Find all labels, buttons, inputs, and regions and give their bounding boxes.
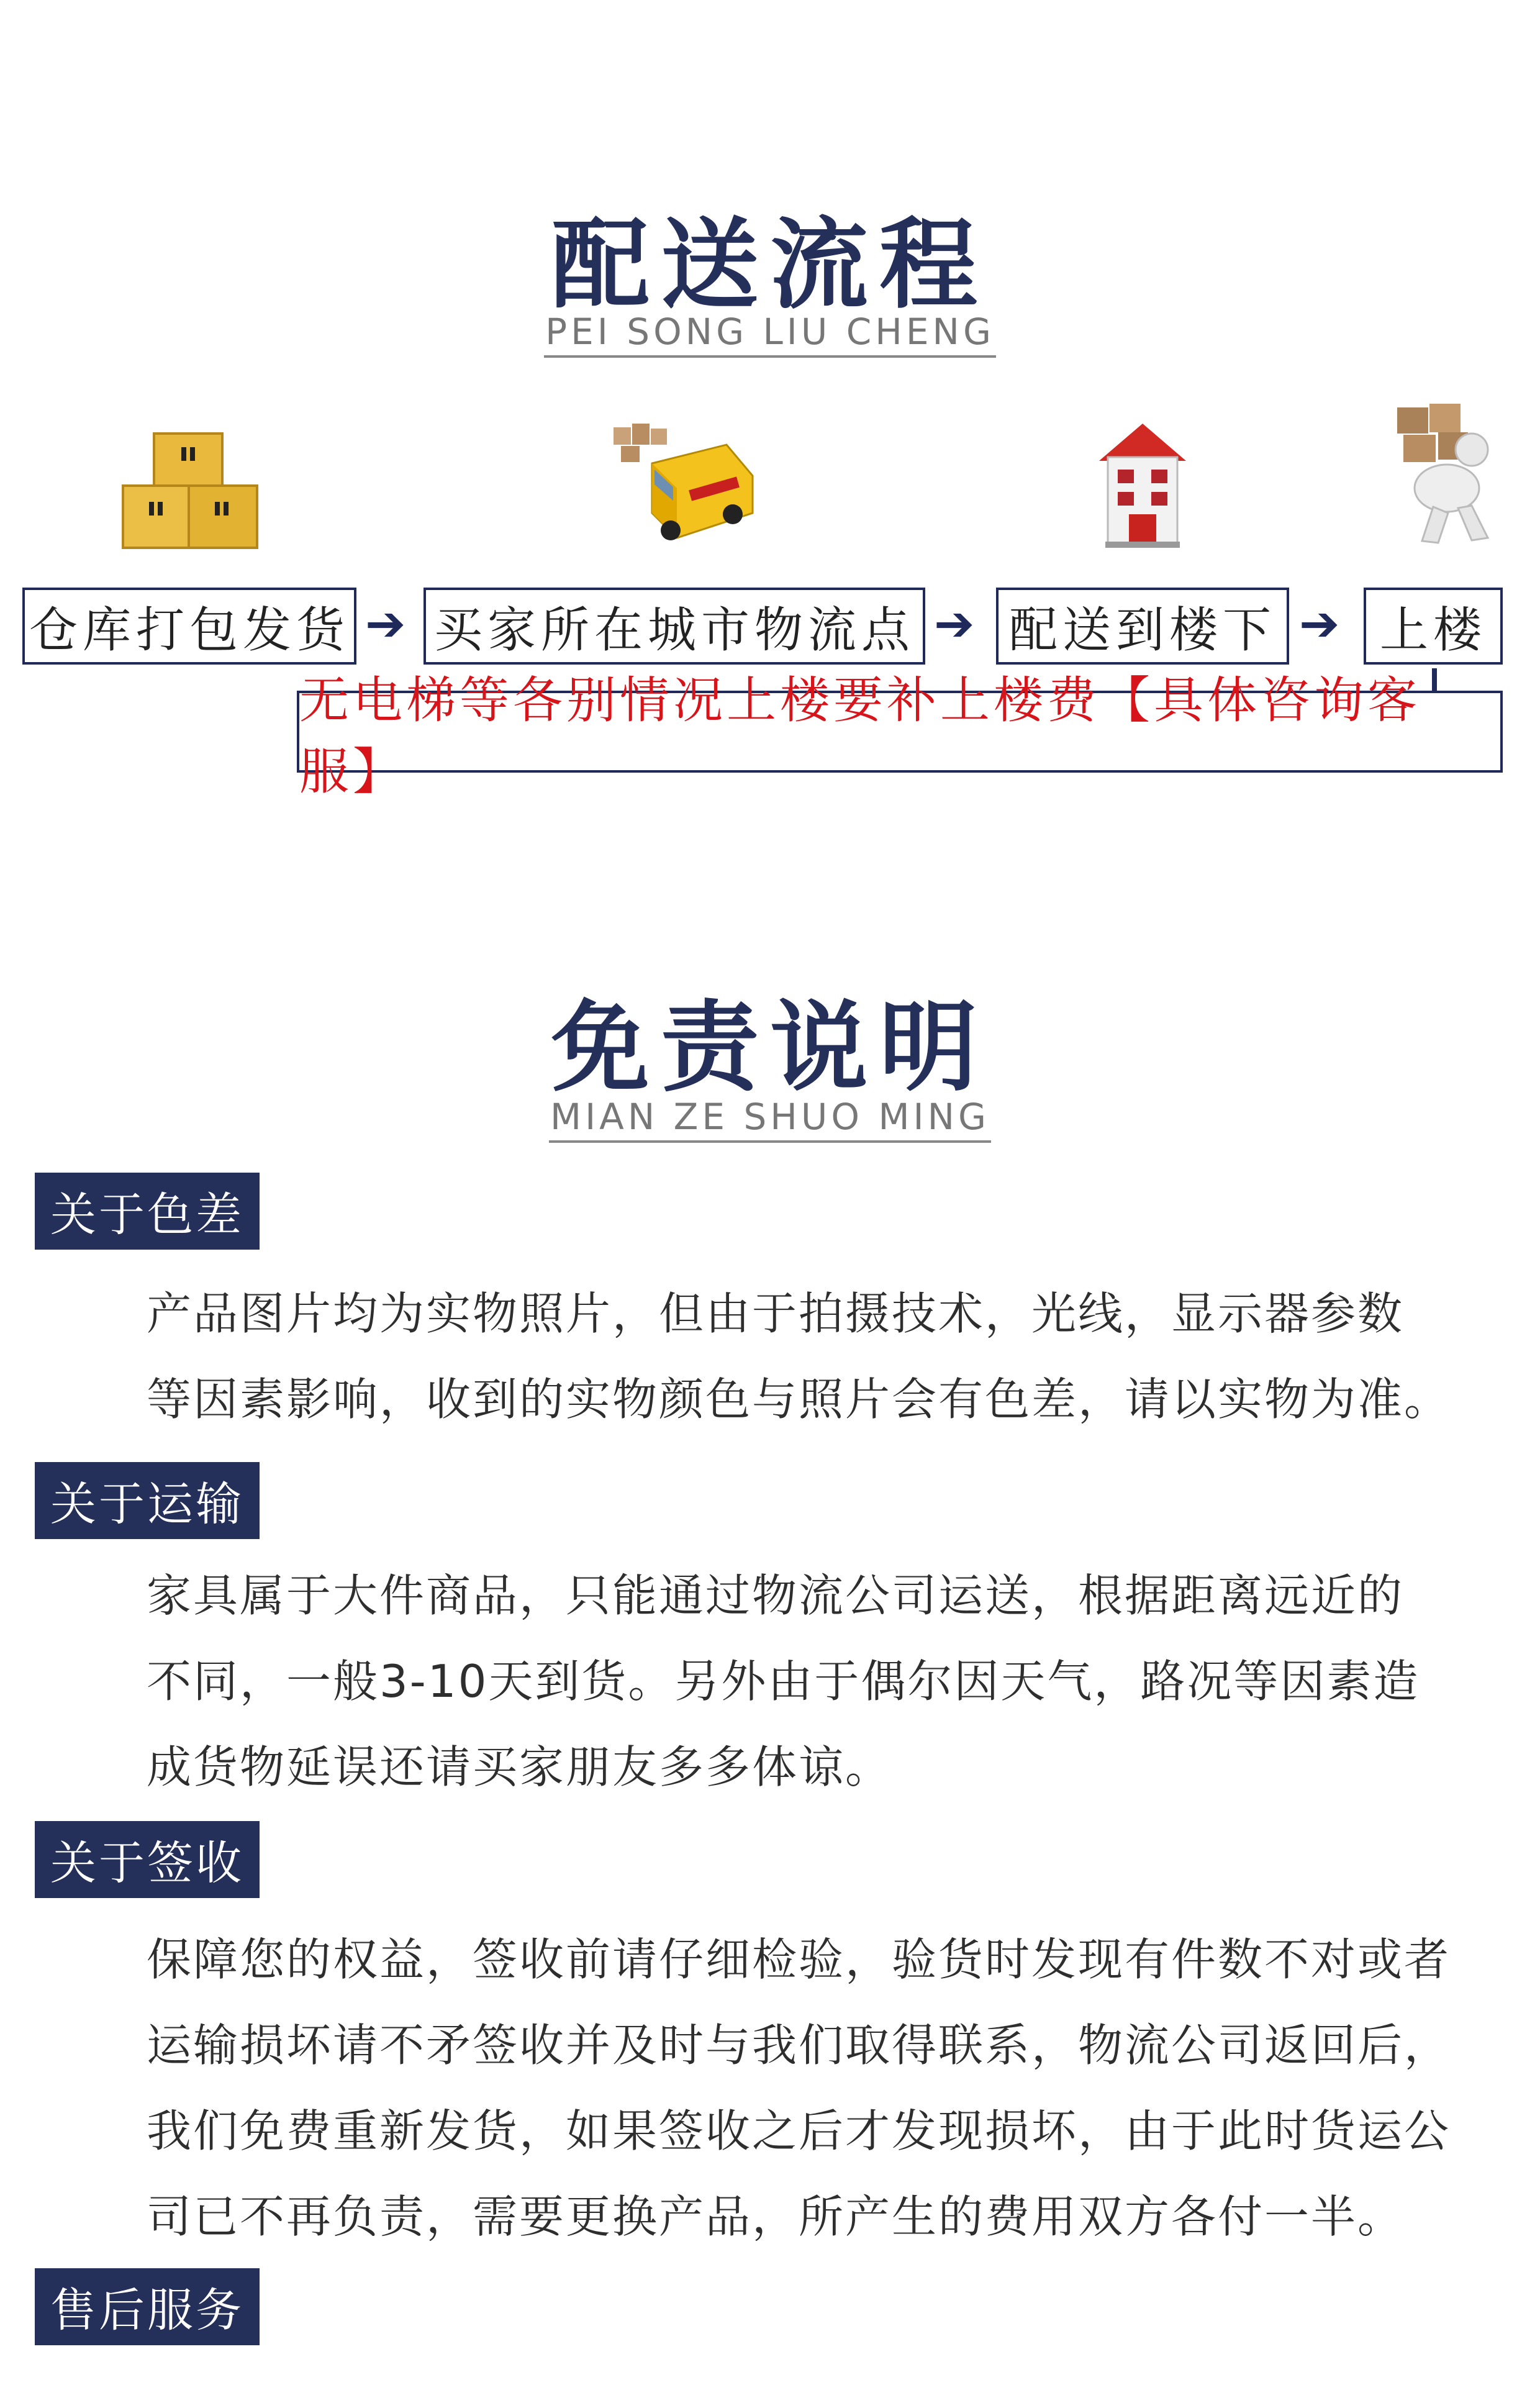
arrow-icon: ➔ (365, 596, 406, 652)
section-text-color-difference (147, 1271, 1513, 1442)
boxes-icon (116, 429, 265, 553)
text-line: 成货物延误还请买家朋友多多体谅。 (147, 1741, 892, 1793)
arrow-icon: ➔ (1299, 596, 1340, 652)
text-line: 我们免费重新发货，如果签收之后才发现损坏，由于此时货运公 (147, 2105, 1451, 2157)
step-downstairs: 配送到楼下 (996, 588, 1289, 665)
text-line: 家具属于大件商品，只能通过物流公司运送，根据距离远近的 (147, 1570, 1405, 1622)
section-label-color-difference: 关于色差 (35, 1173, 260, 1250)
text-line: 司已不再负责，需要更换产品，所产生的费用双方各付一半。 (147, 2191, 1405, 2243)
delivery-pinyin: PEI SONG LIU CHENG (0, 311, 1540, 358)
text-line: 不同，一般3-10天到货。另外由于偶尔因天气，路况等因素造 (147, 1655, 1420, 1707)
step-city-logistics: 买家所在城市物流点 (424, 588, 925, 665)
section-text-shipping (147, 1553, 1513, 1810)
section-label-shipping: 关于运输 (35, 1462, 260, 1539)
disclaimer-title: 免责说明 (551, 991, 989, 1105)
person-carrying-boxes-icon (1379, 401, 1503, 550)
section-label-receipt: 关于签收 (35, 1821, 260, 1898)
arrow-icon: ➔ (934, 596, 975, 652)
building-icon (1093, 420, 1192, 550)
delivery-truck-icon (609, 420, 758, 544)
text-line: 运输损坏请不矛签收并及时与我们取得联系，物流公司返回后， (147, 2019, 1451, 2071)
text-line: 产品图片均为实物照片，但由于拍摄技术，光线，显示器参数 (147, 1288, 1405, 1340)
section-label-after-sales: 售后服务 (35, 2268, 260, 2345)
step-warehouse: 仓库打包发货 (22, 588, 356, 665)
disclaimer-pinyin: MIAN ZE SHUO MING (0, 1096, 1540, 1143)
step-upstairs: 上楼 (1364, 588, 1503, 665)
stair-fee-notice: 无电梯等各别情况上楼要补上楼费【具体咨询客服】 (297, 691, 1503, 773)
section-text-receipt (147, 1917, 1513, 2260)
text-line: 等因素影响，收到的实物颜色与照片会有色差，请以实物为准。 (147, 1373, 1451, 1425)
text-line: 保障您的权益，签收前请仔细检验，验货时发现有件数不对或者 (147, 1933, 1451, 1986)
delivery-title: 配送流程 (551, 208, 989, 322)
